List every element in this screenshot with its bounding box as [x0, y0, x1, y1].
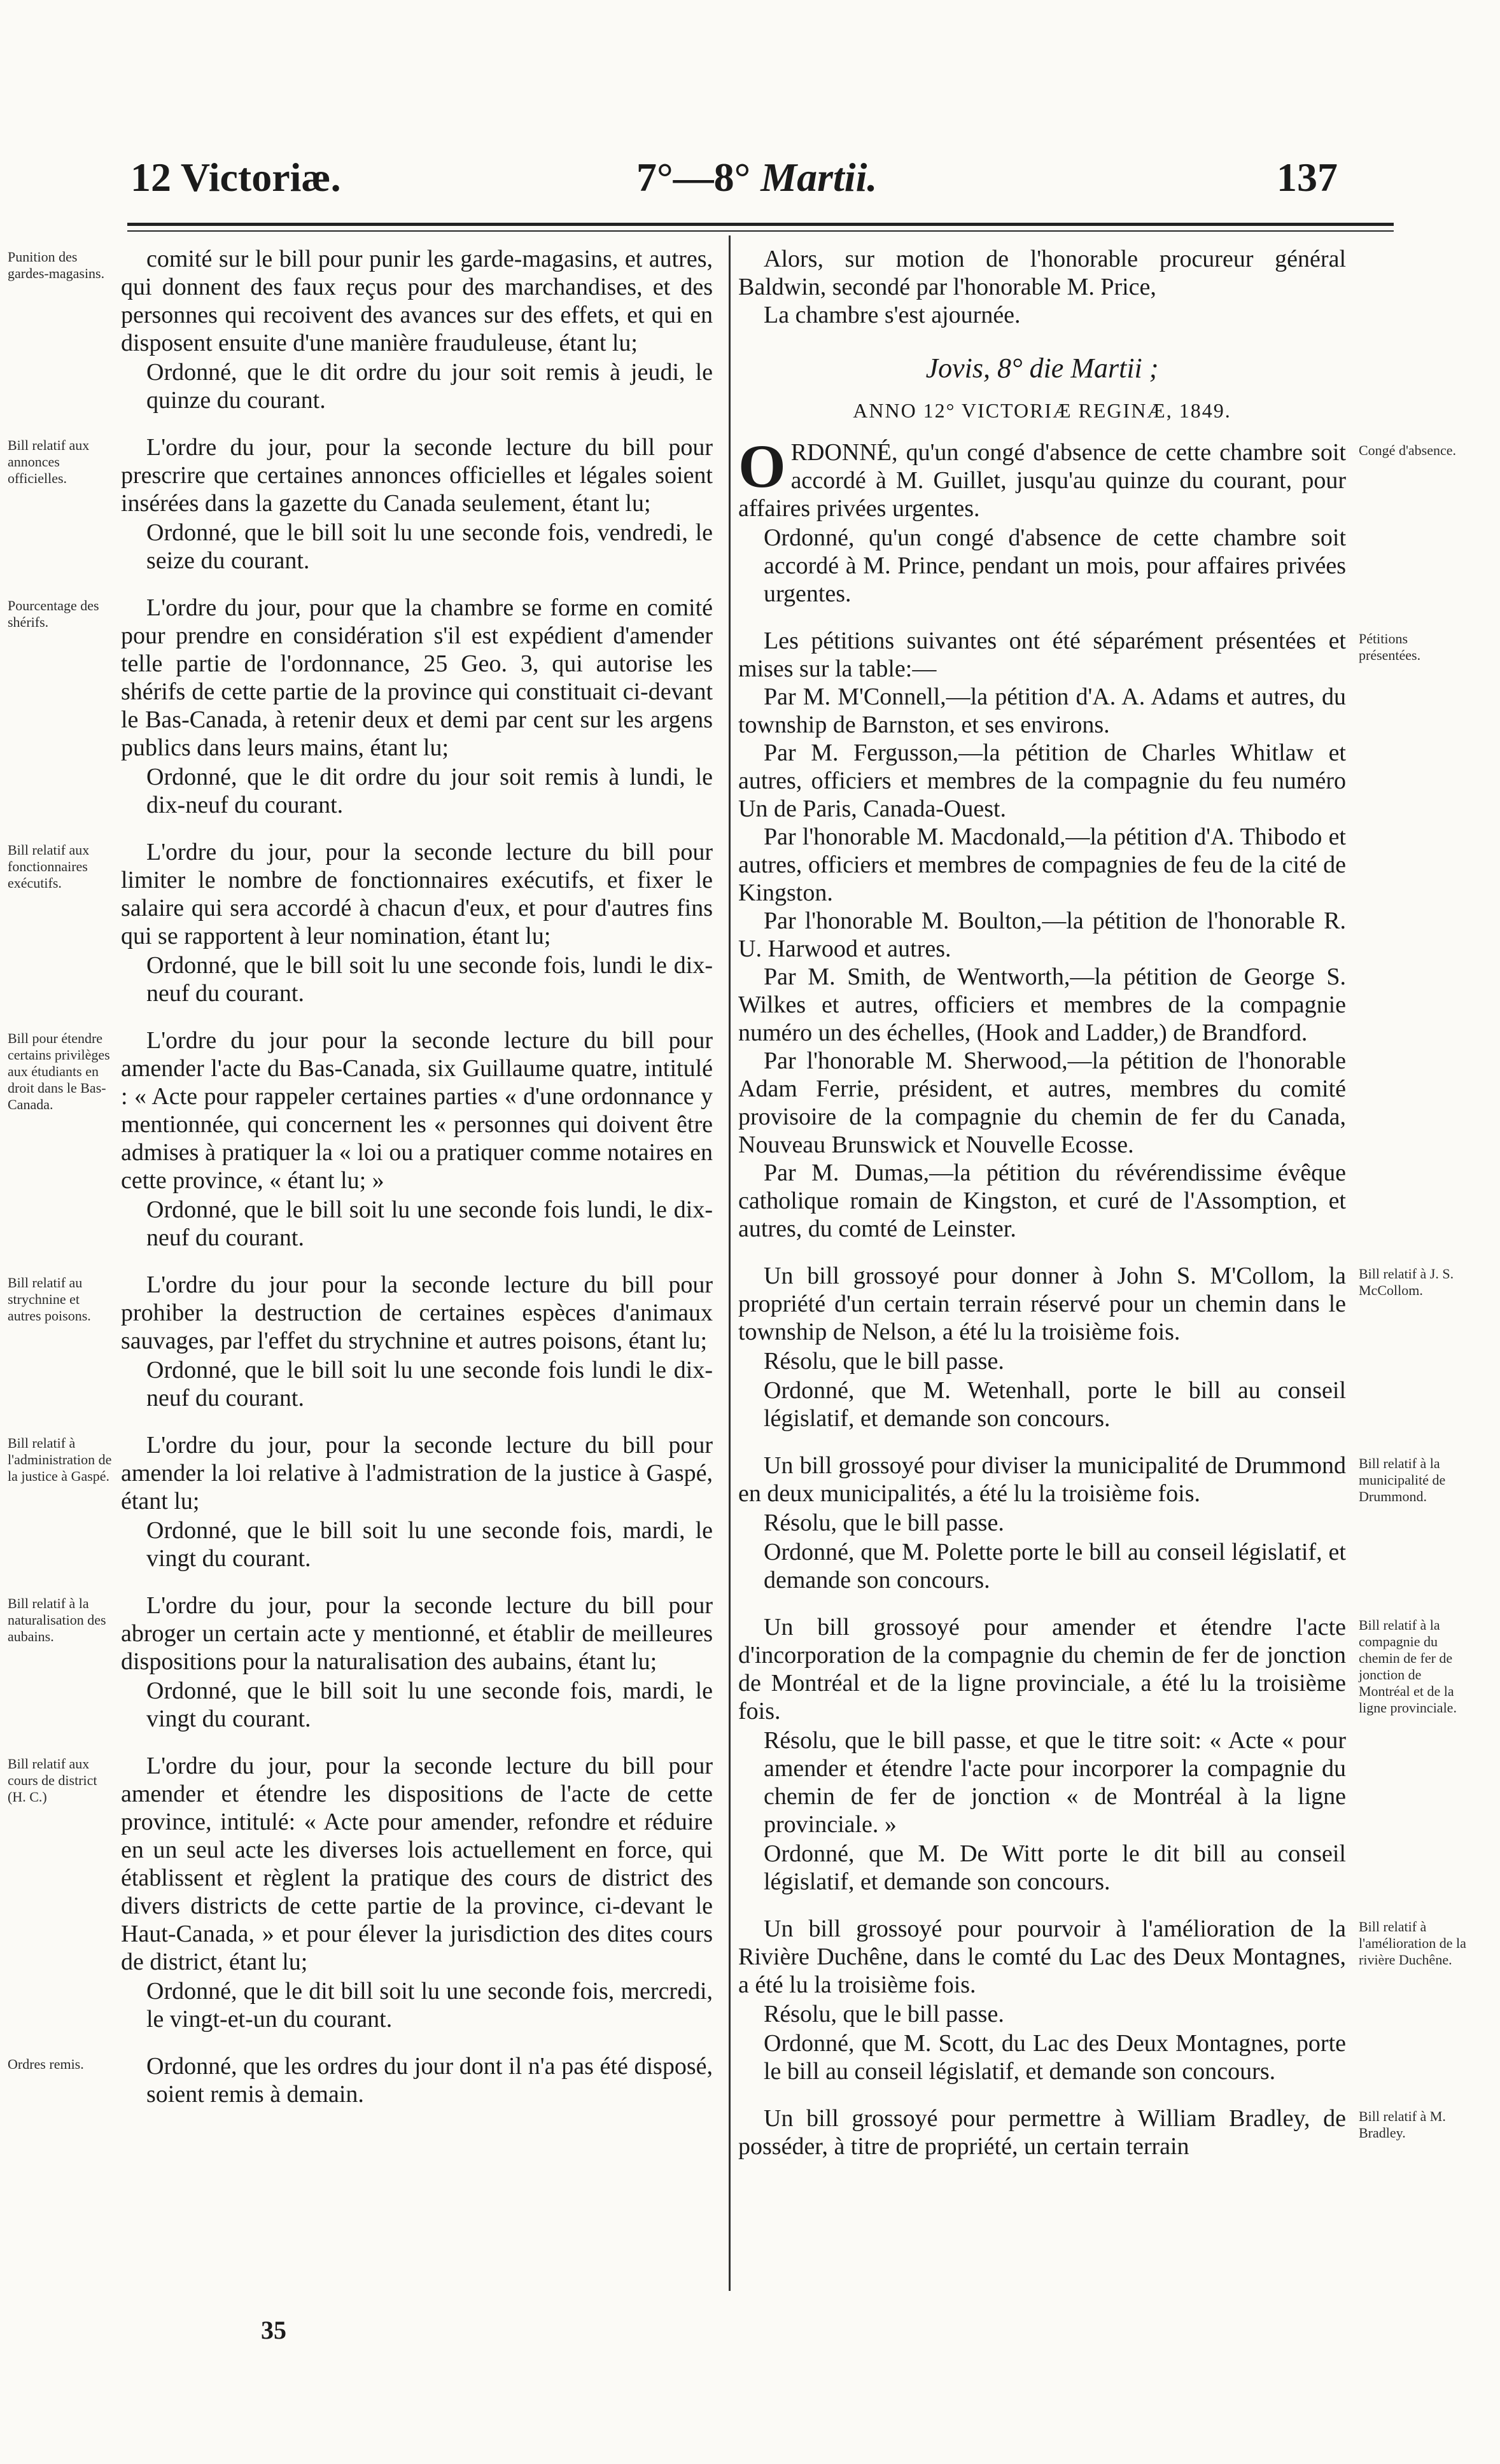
entry-text: L'ordre du jour pour la seconde lecture du bill pour prohiber la destruction de certaines espèces d'animaux sauvages, par l'effet du strychnine et autres poisons, étant lu;: [121, 1271, 713, 1354]
entry-text: L'ordre du jour, pour que la chambre se forme en comité pour prendre en considération s'il est expédient d'amender telle partie de l'ordonnance, 25 Geo. 3, qui autorise les shérifs de cette partie de la province qui constituait ci-devant le Bas-Canada, à retenir deux et demi par cent sur les argens publics dans leurs mains, étant lu;: [121, 594, 713, 761]
bill-text: Un bill grossoyé pour diviser la municipalité de Drummond en deux municipalités, a été lu la troisième fois.: [738, 1452, 1346, 1507]
order-of-day-entry: [8, 2052, 713, 2108]
order-of-day-entry: [8, 245, 713, 414]
ordonne-text: Ordonné, que le bill soit lu une seconde fois, vendredi, le seize du courant.: [146, 519, 713, 574]
order-of-day-entry: [8, 1271, 713, 1412]
margin-note: Bill pour étendre certains privilèges aux étudiants en droit dans le Bas-Canada.: [8, 1030, 110, 1112]
order-of-day-entry: [8, 594, 713, 819]
ordonne-text: Ordonné, que les ordres du jour dont il n'a pas été disposé, soient remis à demain.: [146, 2053, 713, 2108]
margin-note: Pourcentage des shérifs.: [8, 598, 99, 630]
margin-note: Bill relatif à la compagnie du chemin de fer de jonction de Montréal et de la ligne provinciale.: [1359, 1617, 1457, 1716]
margin-note: Punition des gardes-magasins.: [8, 249, 105, 281]
conge-text: RDONNÉ, qu'un congé d'absence de cette chambre soit accordé à M. Guillet, jusqu'au quinze du courant, pour affaires privées urgentes.: [738, 439, 1346, 522]
order-of-day-entry: [8, 1026, 713, 1252]
ordonne-text: Ordonné, que le bill soit lu une seconde fois, lundi le dix-neuf du courant.: [146, 952, 713, 1007]
header-rule: [127, 223, 1394, 226]
margin-note: Bill relatif aux cours de district (H. C.): [8, 1756, 97, 1805]
adjournment-text: La chambre s'est ajournée.: [764, 302, 1021, 328]
adjournment-motion: [738, 245, 1346, 329]
month: Martii.: [761, 155, 878, 200]
petition-item: Par M. Dumas,—la pétition du révérendissime évêque catholique romain de Kingston, et curé de l'Assomption, et autres, du comté de Leinster.: [738, 1159, 1346, 1242]
order-of-day-entry: [8, 1752, 713, 2033]
bill-text: Un bill grossoyé pour pourvoir à l'amélioration de la Rivière Duchêne, dans le comté du Lac des Deux Montagnes, a été lu la troisième fois.: [738, 1915, 1346, 1998]
bill-resolu: Résolu, que le bill passe, et que le titre soit: « Acte « pour amender et étendre l'acte pour incorporer la compagnie du chemin de fer de jonction « de Montréal à la ligne provinciale. »: [764, 1727, 1346, 1838]
bill-resolu: Résolu, que le bill passe.: [764, 1509, 1004, 1536]
conge-text-2: Ordonné, qu'un congé d'absence de cette chambre soit accordé à M. Prince, pendant un mois, pour affaires privées urgentes.: [764, 524, 1346, 607]
right-column: [738, 245, 1466, 2180]
page-header: [0, 154, 1500, 211]
drop-cap: O: [738, 432, 786, 500]
ordonne-text: Ordonné, que le bill soit lu une seconde fois, mardi, le vingt du courant.: [146, 1677, 713, 1732]
bill-ordonne: Ordonné, que M. Scott, du Lac des Deux Montagnes, porte le bill au conseil législatif, et demande son concours.: [764, 2030, 1346, 2085]
margin-note: Bill relatif aux fonctionnaires exécutifs.: [8, 842, 90, 891]
bill-ordonne: Ordonné, que M. Polette porte le bill au conseil législatif, et demande son concours.: [764, 1539, 1346, 1593]
date-range: 7°—8°: [636, 155, 751, 200]
petition-item: Par M. M'Connell,—la pétition d'A. A. Adams et autres, du township de Barnston, et ses environs.: [738, 683, 1346, 738]
ordonne-text: Ordonné, que le bill soit lu une seconde fois lundi le dix-neuf du courant.: [146, 1357, 713, 1411]
entry-text: L'ordre du jour, pour la seconde lecture du bill pour amender la loi relative à l'admistration de la justice à Gaspé, étant lu;: [121, 1432, 713, 1515]
margin-note: Bill relatif à M. Bradley.: [1359, 2108, 1446, 2141]
margin-note: Bill relatif à l'amélioration de la rivière Duchêne.: [1359, 1919, 1466, 1968]
ordonne-text: Ordonné, que le dit bill soit lu une seconde fois, mercredi, le vingt-et-un du courant.: [146, 1978, 713, 2033]
margin-note: Bill relatif aux annonces officielles.: [8, 437, 90, 486]
conge-section: [738, 432, 1457, 608]
entry-text: L'ordre du jour, pour la seconde lecture du bill pour limiter le nombre de fonctionnaires exécutifs, et fixer le salaire qui sera accordé à chacun d'eux, et pour d'autres fins qui se rapportent à leur nomination, étant lu;: [121, 839, 713, 949]
petition-item: Par M. Fergusson,—la pétition de Charles Whitlaw et autres, officiers et membres de la compagnie du feu numéro Un de Paris, Canada-Ouest.: [738, 739, 1346, 822]
petition-item: Par l'honorable M. Sherwood,—la pétition de l'honorable Adam Ferrie, président, et autres, membres du comité provisoire de la compagnie du chemin de fer du Canada, Nouveau Brunswick et Nouvelle Ecosse.: [738, 1047, 1346, 1158]
ordonne-text: Ordonné, que le bill soit lu une seconde fois lundi, le dix-neuf du courant.: [146, 1196, 713, 1251]
page-number: 137: [1277, 155, 1338, 200]
bill-entry: [738, 2104, 1446, 2160]
entry-text: L'ordre du jour, pour la seconde lecture du bill pour amender et étendre les dispositions de l'acte de cette province, intitulé: « Acte pour amender, refondre et réduire en un seul acte les diverses lois actuellement en force, qui établissent et règlent la pratique des cours de district des divers districts de cette partie de la province, ci-devant le Haut-Canada, » et pour élever la jurisdiction des dites cours de district, étant lu;: [121, 1753, 713, 1975]
day-heading: Jovis, 8° die Martii ;: [925, 353, 1159, 384]
petitions-intro: Les pétitions suivantes ont été séparément présentées et mises sur la table:—: [738, 627, 1346, 682]
margin-note: Pétitions présentées.: [1359, 631, 1421, 663]
running-title: 12 Victoriæ.: [130, 155, 341, 200]
bill-entry: [738, 1613, 1457, 1896]
anno-line: ANNO 12° VICTORIÆ REGINÆ, 1849.: [853, 399, 1231, 422]
margin-note: Congé d'absence.: [1359, 442, 1457, 458]
bill-entry: [738, 1452, 1446, 1594]
ordonne-text: Ordonné, que le bill soit lu une seconde fois, mardi, le vingt du courant.: [146, 1517, 713, 1572]
order-of-day-entry: [8, 838, 713, 1007]
petition-item: Par M. Smith, de Wentworth,—la pétition de George S. Wilkes et autres, officiers et membres de la compagnie numéro un des échelles, (Hook and Ladder,) de Brandford.: [738, 963, 1346, 1046]
motion-text: Alors, sur motion de l'honorable procureur général Baldwin, secondé par l'honorable M. Price,: [738, 246, 1346, 300]
entry-text: L'ordre du jour, pour la seconde lecture du bill pour prescrire que certaines annonces officielles et légales soient insérées dans la gazette du Canada seulement, étant lu;: [121, 434, 713, 517]
margin-note: Bill relatif à J. S. McCollom.: [1359, 1266, 1454, 1298]
bill-entry: [738, 1262, 1454, 1432]
petition-item: Par l'honorable M. Boulton,—la pétition de l'honorable R. U. Harwood et autres.: [738, 907, 1346, 962]
petitions-section: [738, 627, 1421, 1243]
entry-text: L'ordre du jour, pour la seconde lecture du bill pour abroger un certain acte y mentionné, et établir de meilleures dispositions pour la naturalisation des aubains, étant lu;: [121, 1592, 713, 1675]
bill-text: Un bill grossoyé pour amender et étendre l'acte d'incorporation de la compagnie du chemin de fer de jonction de Montréal et de la ligne provinciale, a été lu la troisième fois.: [738, 1614, 1346, 1725]
entry-text: L'ordre du jour pour la seconde lecture du bill pour amender l'acte du Bas-Canada, six Guillaume quatre, intitulé : « Acte pour rappeler certaines parties « d'une ordonnance y mentionnée, qui concernent les « personnes qui doivent être admises à pratiquer la « loi ou a pratiquer comme notaires en cette province, « étant lu; »: [121, 1027, 713, 1194]
date-title: [636, 154, 877, 201]
entry-text: comité sur le bill pour punir les garde-magasins, et autres, qui donnent des faux reçus pour des marchandises, et des personnes qui recoivent des avances sur des effets, et qui en disposent ensuite d'une manière frauduleuse, étant lu;: [121, 246, 713, 356]
bill-entry: [738, 1915, 1466, 2085]
signature-mark: 35: [261, 2316, 286, 2344]
header-rule-thin: [127, 230, 1394, 232]
bill-text: Un bill grossoyé pour permettre à William Bradley, de posséder, à titre de propriété, un certain terrain: [738, 2105, 1346, 2160]
order-of-day-entry: [8, 1431, 713, 1572]
ordonne-text: Ordonné, que le dit ordre du jour soit remis à jeudi, le quinze du courant.: [146, 359, 713, 414]
bill-ordonne: Ordonné, que M. De Witt porte le dit bill au conseil législatif, et demande son concours.: [764, 1840, 1346, 1895]
order-of-day-entry: [8, 433, 713, 575]
margin-note: Bill relatif à la municipalité de Drummond.: [1359, 1455, 1446, 1504]
ordonne-text: Ordonné, que le dit ordre du jour soit remis à lundi, le dix-neuf du courant.: [146, 764, 713, 818]
left-column: [8, 245, 713, 2127]
bill-resolu: Résolu, que le bill passe.: [764, 2001, 1004, 2027]
column-divider: [729, 235, 731, 2291]
bill-resolu: Résolu, que le bill passe.: [764, 1348, 1004, 1375]
order-of-day-entry: [8, 1592, 713, 1733]
petition-item: Par l'honorable M. Macdonald,—la pétition d'A. Thibodo et autres, officiers et membres de compagnies de feu de la cité de Kingston.: [738, 823, 1346, 906]
margin-note: Ordres remis.: [8, 2056, 84, 2072]
margin-note: Bill relatif à la naturalisation des aubains.: [8, 1595, 106, 1644]
margin-note: Bill relatif à l'administration de la justice à Gaspé.: [8, 1435, 112, 1484]
margin-note: Bill relatif au strychnine et autres poisons.: [8, 1275, 91, 1324]
bill-ordonne: Ordonné, que M. Wetenhall, porte le bill au conseil législatif, et demande son concours.: [764, 1377, 1346, 1432]
bill-text: Un bill grossoyé pour donner à John S. M'Collom, la propriété d'un certain terrain réservé pour un chemin dans le township de Nelson, a été lu la troisième fois.: [738, 1263, 1346, 1345]
